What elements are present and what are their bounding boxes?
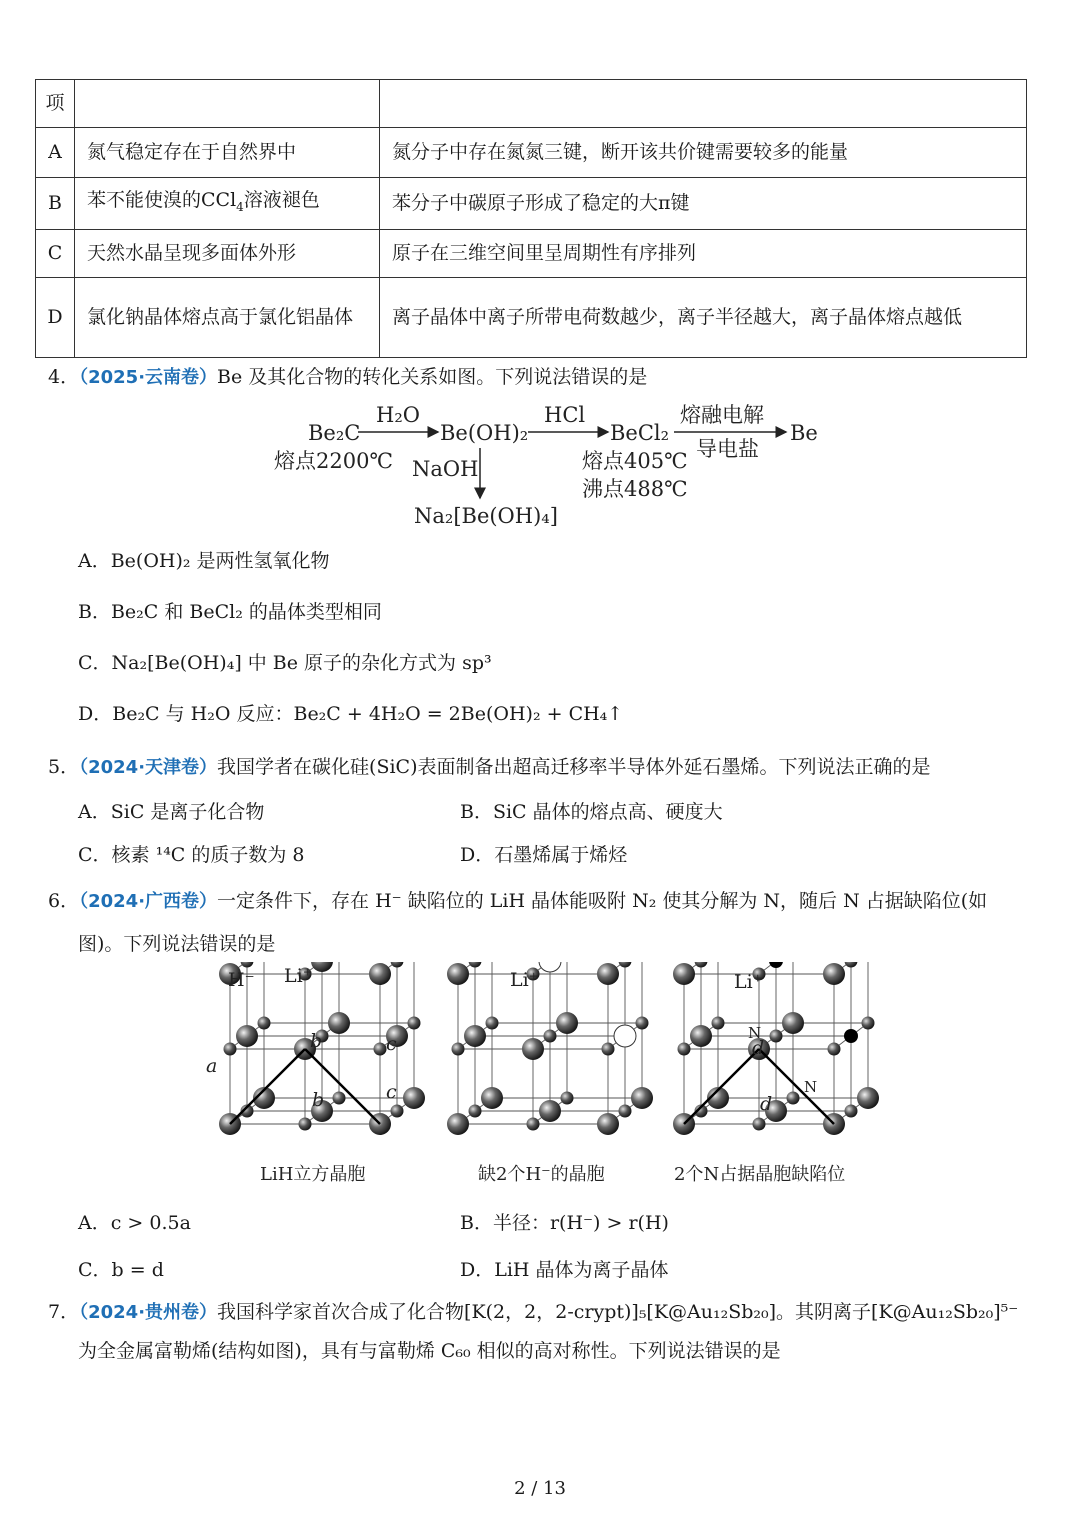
lithium-ion [469,962,482,968]
distance-line [684,1049,759,1124]
lithium-ion [828,1043,841,1056]
question-4-stem: 4．（2025·云南卷）Be 及其化合物的转化关系如图。下列说法错误的是 [48,366,648,388]
q5-option-a: A．SiC 是离子化合物 [78,801,265,823]
q4-option-a: A．Be(OH)₂ 是两性氢氧化物 [78,550,330,572]
q6-option-b: B．半径：r(H⁻) > r(H) [460,1212,669,1234]
lithium-ion [224,1043,237,1056]
q4-option-d: D．Be₂C 与 H₂O 反应：Be₂C + 4H₂O = 2Be(OH)₂ + CH₄↑ [78,703,624,725]
hydride-ion [464,1025,486,1047]
hydride-ion [597,1113,619,1135]
q4-option-c: C．Na₂[Be(OH)₄] 中 Be 原子的杂化方式为 sp³ [78,652,492,674]
hydride-ion [481,1087,503,1109]
vacancy [614,1025,636,1047]
q6-option-d: D．LiH 晶体为离子晶体 [460,1259,669,1281]
hydride-ion [447,1113,469,1135]
lithium-ion [408,1017,421,1030]
a-label: a [206,1055,218,1077]
salt-label: 导电盐 [696,437,759,461]
lithium-ion [486,1017,499,1030]
lithium-ion [770,1030,783,1043]
table-row: A 氮气稳定存在于自然界中 氮分子中存在氮氮三键，断开该共价键需要较多的能量 [36,128,1027,178]
q6-option-c: C．b = d [78,1259,164,1281]
hydride-ion [522,1038,544,1060]
li-plus-label-3: Li⁺ [734,971,763,993]
q6-option-a: A．c > 0.5a [78,1212,191,1234]
q4-option-b: B．Be₂C 和 BeCl₂ 的晶体类型相同 [78,601,382,623]
page-number: 2 / 13 [514,1478,566,1499]
hydride-ion [236,1025,258,1047]
q5-option-b: B．SiC 晶体的熔点高、硬度大 [460,801,723,823]
lithium-ion [544,1030,557,1043]
naoh-label: NaOH [412,457,479,481]
table-row: C 天然水晶呈现多面体外形 原子在三维空间里呈周期性有序排列 [36,230,1027,278]
lithium-ion [845,1105,858,1118]
table-header-explanation [380,80,1027,128]
table-row: D 氯化钠晶体熔点高于氯化铝晶体 离子晶体中离子所带电荷数越少，离子半径越大，离子晶体熔点越低 [36,278,1027,358]
caption-3: 2个N占据晶胞缺陷位 [674,1164,846,1185]
hydride-ion [690,1025,712,1047]
table-row: B 苯不能使溴的CCl$_4$溶液褪色 苯分子中碳原子形成了稳定的大π键 [36,178,1027,230]
lithium-ion [619,962,632,968]
nitrogen-atom [844,1029,858,1043]
lithium-ion [787,1092,800,1105]
lithium-ion [299,1118,312,1131]
lithium-ion [333,1092,346,1105]
lithium-ion [452,1043,465,1056]
question-7-stem-1: 7．（2024·贵州卷）我国科学家首次合成了化合物[K(2，2，2-crypt)]₅[K@Au₁₂Sb₂₀]。其阴离子[K@Au₁₂Sb₂₀]⁵⁻ [48,1301,1019,1323]
lithium-ion [753,1118,766,1131]
hydride-ion [539,1100,561,1122]
hydride-ion [369,963,391,985]
table-header-item: 项 [36,80,75,128]
table-header-phenomenon [75,80,380,128]
becl2-label: BeCl₂ [610,421,670,445]
d-label-1: d [752,1037,765,1059]
li-plus-label-1: Li⁺ [284,965,313,987]
lithium-ion [469,1105,482,1118]
hydride-ion [597,963,619,985]
h-minus-label: H⁻ [228,969,255,991]
lithium-ion [862,1017,875,1030]
n-label-2: N [804,1078,818,1096]
lithium-ion [678,1043,691,1056]
caption-2: 缺2个H⁻的晶胞 [478,1164,605,1185]
d-label-2: d [760,1093,773,1115]
hydride-ion [823,963,845,985]
be2c-mp-label: 熔点2200℃ [274,449,393,473]
b-label-1: b [310,1030,323,1052]
hydride-ion [631,1087,653,1109]
lithium-ion [602,1043,615,1056]
becl2-bp-label: 沸点488℃ [582,477,688,501]
lithium-ion [561,1092,574,1105]
lithium-ion [374,1043,387,1056]
vacancy [539,962,561,972]
hydride-ion [447,963,469,985]
hcl-label: HCl [544,403,586,427]
lithium-ion [391,962,404,968]
question-6-stem-1: 6．（2024·广西卷）一定条件下，存在 H⁻ 缺陷位的 LiH 晶体能吸附 N₂ 使其分解为 N，随后 N 占据缺陷位(如 [48,890,988,912]
nitrogen-atom [769,962,783,968]
na2beoh4-label: Na₂[Be(OH)₄] [414,504,558,528]
beoh2-label: Be(OH)₂ [440,421,529,445]
lithium-ion [845,962,858,968]
distance-line [230,1049,305,1124]
hydride-ion [673,963,695,985]
hydride-ion [311,962,333,972]
q5-option-d: D．石墨烯属于烯烃 [460,844,628,866]
c-label-2: c [386,1081,397,1103]
hydride-ion [857,1087,879,1109]
hydride-ion [328,1012,350,1034]
lithium-ion [695,962,708,968]
lithium-ion [636,1017,649,1030]
electrolysis-label: 熔融电解 [680,403,764,427]
li-plus-label-2: Li⁺ [510,969,539,991]
lithium-ion [258,1017,271,1030]
caption-1: LiH立方晶胞 [260,1164,366,1185]
be-conversion-diagram [270,398,830,533]
lithium-ion [527,1118,540,1131]
question-6-stem-2: 图)。下列说法错误的是 [78,933,276,955]
hydride-ion [556,1012,578,1034]
b-label-2: b [312,1089,325,1111]
be-label: Be [790,421,818,445]
question-7-stem-2: 为全金属富勒烯(结构如图)，具有与富勒烯 C₆₀ 相似的高对称性。下列说法错误的是 [78,1340,781,1362]
question-3-table [35,79,1027,358]
becl2-mp-label: 熔点405℃ [582,449,688,473]
h2o-label: H₂O [376,403,420,427]
lithium-ion [391,1105,404,1118]
hydride-ion [782,1012,804,1034]
lithium-ion [712,1017,725,1030]
q5-option-c: C．核素 ¹⁴C 的质子数为 8 [78,844,305,866]
question-5-stem: 5．（2024·天津卷）我国学者在碳化硅(SiC)表面制备出超高迁移率半导体外延石墨烯。下列说法正确的是 [48,756,931,778]
c-label-1: c [386,1033,397,1055]
hydride-ion [403,1087,425,1109]
lih-crystal-figure [200,962,880,1192]
n-label-1: N [748,1024,762,1042]
lithium-ion [619,1105,632,1118]
lithium-ion [241,962,254,968]
be2c-label: Be₂C [308,421,361,445]
